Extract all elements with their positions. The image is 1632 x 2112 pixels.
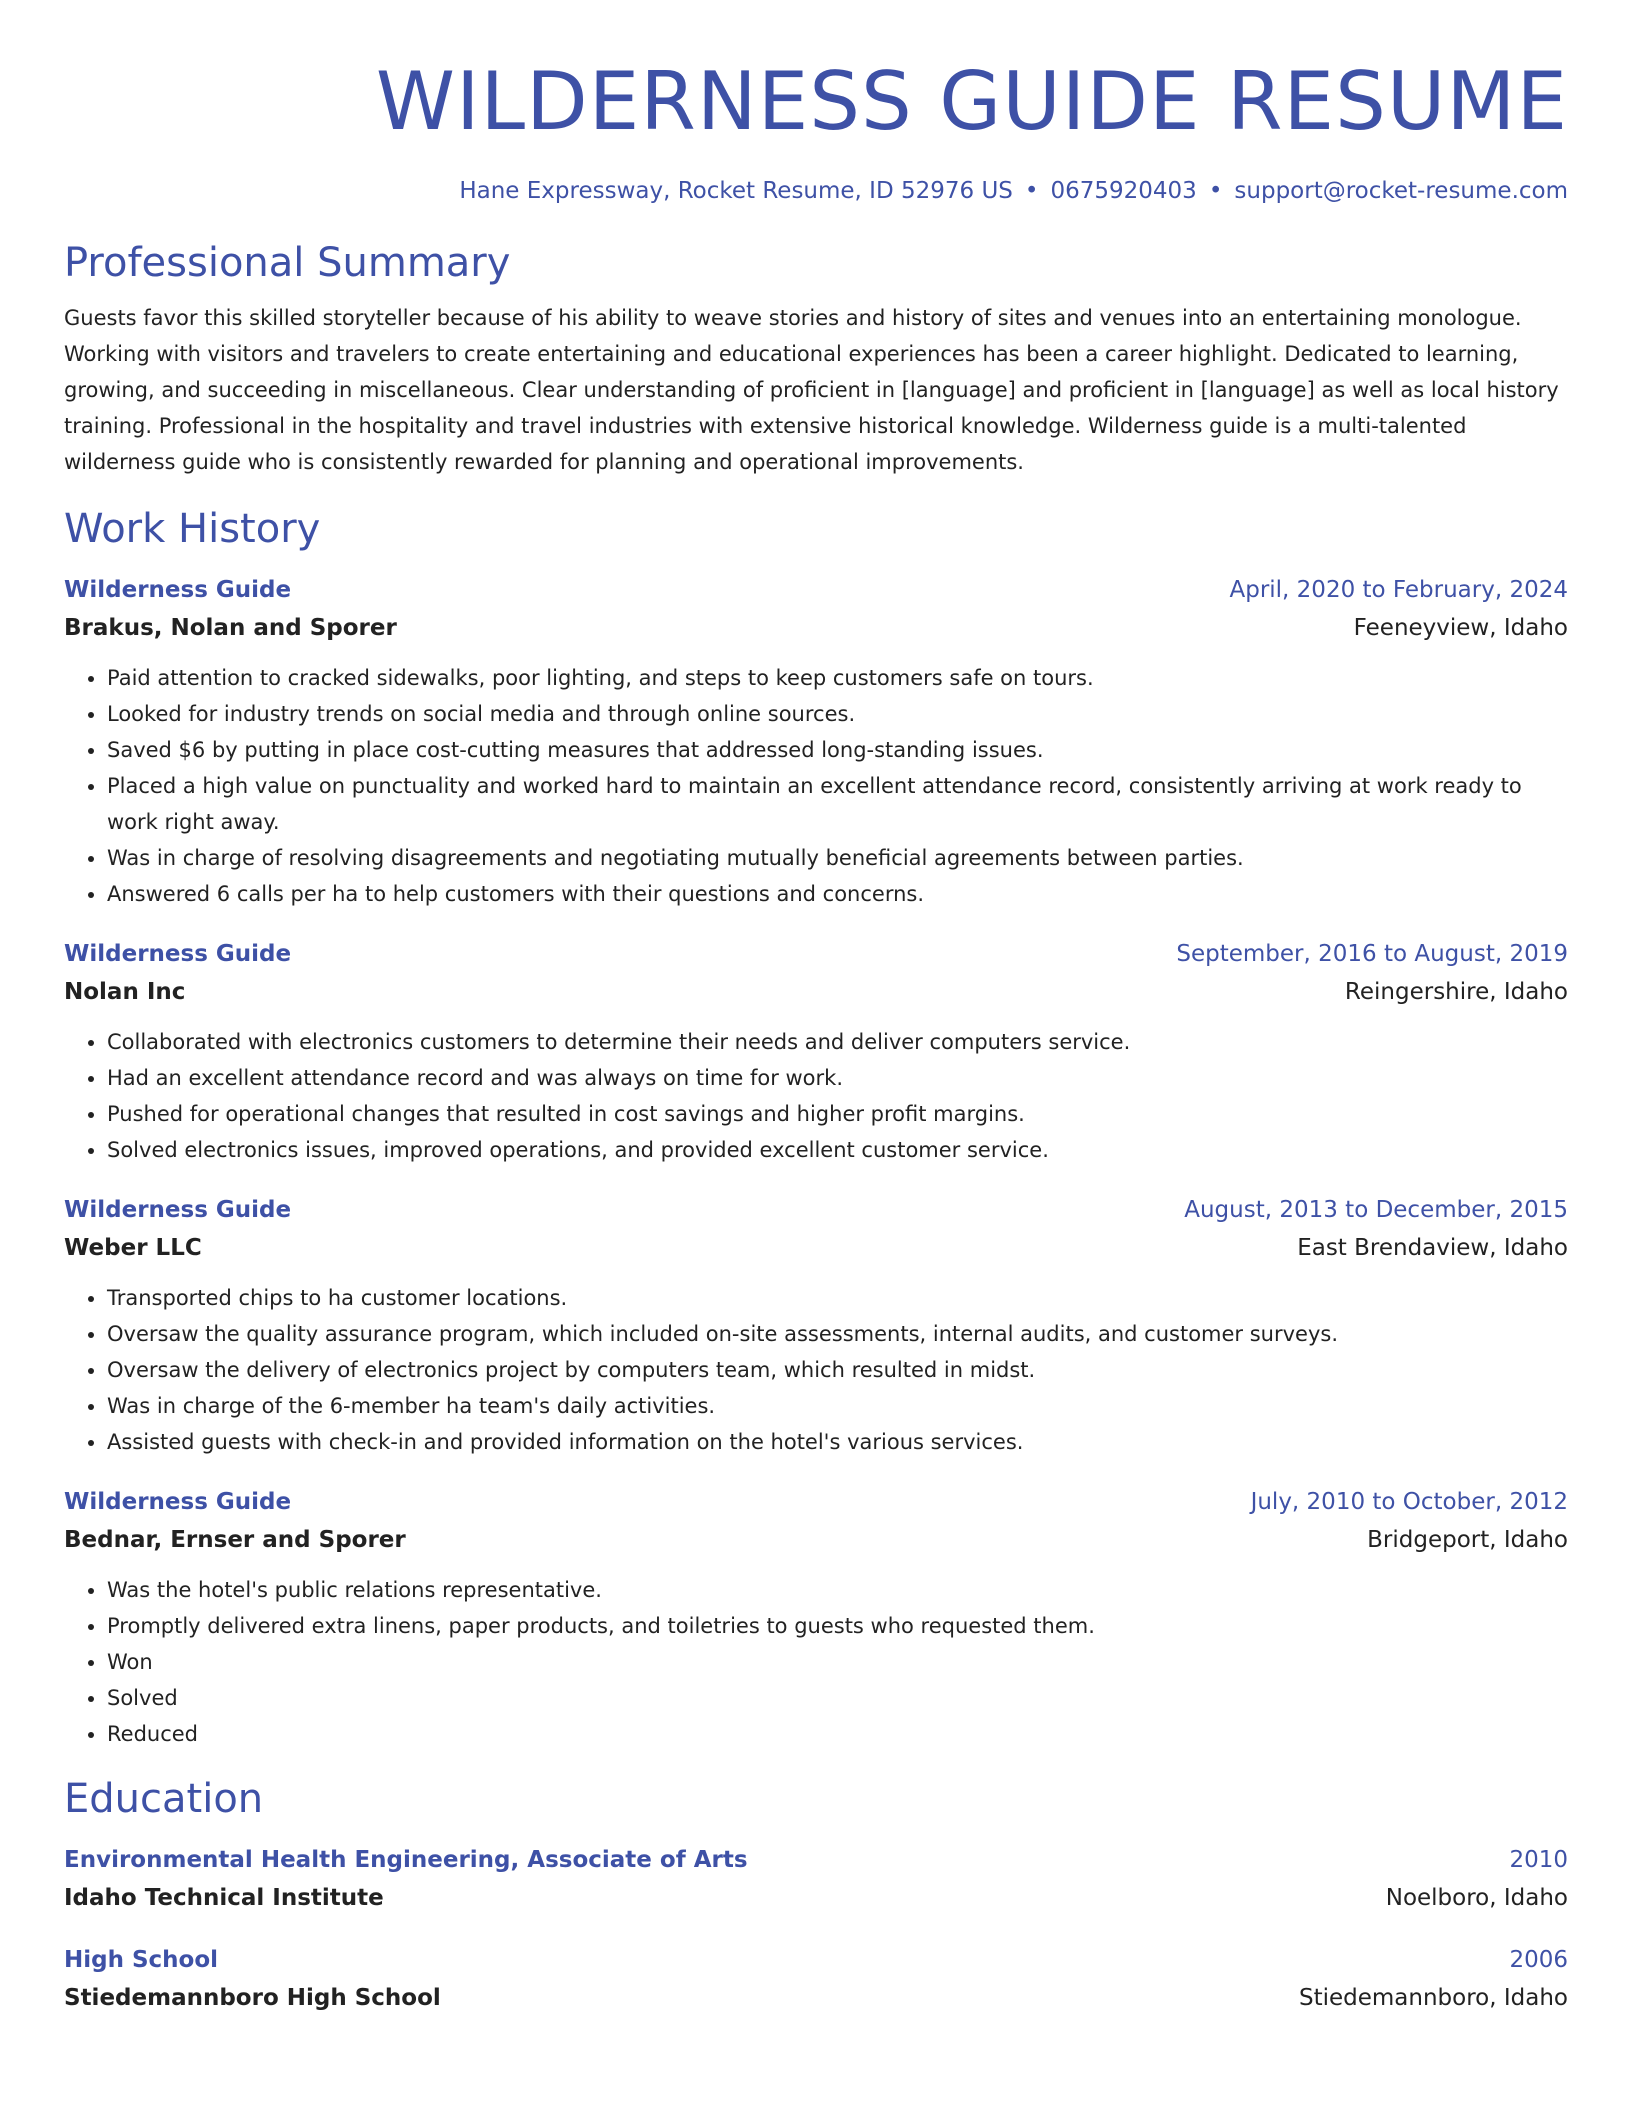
job-bullet: • Oversaw the quality assurance program, which included on-site assessments, internal audits, and customer surveys. [107,1316,1568,1352]
job-bullet: • Looked for industry trends on social media and through online sources. [107,696,1568,732]
job-dates: August, 2013 to December, 2015 [1184,1197,1568,1223]
contact-email: support@rocket-resume.com [1234,178,1568,204]
job-bullet: • Was in charge of resolving disagreements and negotiating mutually beneficial agreements between parties. [107,840,1568,876]
education-school: Idaho Technical Institute [64,1885,384,1911]
job-bullets [64,1280,1568,1460]
education-heading: Education [64,1776,264,1822]
job-bullet: • Won [107,1644,1568,1680]
job-location: East Brendaview, Idaho [1297,1235,1568,1261]
job-company: Brakus, Nolan and Sporer [64,615,397,641]
job-entry [64,1192,1568,1460]
job-role: Wilderness Guide [64,1489,292,1515]
job-bullet: • Oversaw the delivery of electronics project by computers team, which resulted in midst. [107,1352,1568,1388]
education-location: Stiedemannboro, Idaho [1298,1985,1568,2011]
job-bullet: • Answered 6 calls per ha to help customers with their questions and concerns. [107,876,1568,912]
job-bullet: • Transported chips to ha customer locations. [107,1280,1568,1316]
education-location: Noelboro, Idaho [1385,1885,1568,1911]
job-bullet: • Collaborated with electronics customers to determine their needs and deliver computers service. [107,1024,1568,1060]
job-dates: September, 2016 to August, 2019 [1176,941,1568,967]
resume-page [64,0,1568,2018]
education-degree: Environmental Health Engineering, Associate of Arts [64,1847,748,1873]
resume-title: WILDERNESS GUIDE RESUME [375,55,1568,148]
education-degree: High School [64,1947,219,1973]
job-company: Weber LLC [64,1235,202,1261]
job-role: Wilderness Guide [64,941,292,967]
job-bullet: • Assisted guests with check-in and provided information on the hotel's various services. [107,1424,1568,1460]
education-year: 2006 [1509,1947,1568,1973]
job-bullet: • Reduced [107,1716,1568,1752]
summary-text: Guests favor this skilled storyteller because of his ability to weave stories and history of sites and venues into an entertaining monologue. Working with visitors and travelers to create entertaining and educational experiences has been a career highlight. Dedicated to learning, growing, and succeeding in miscellaneous. Clear understanding of proficient in [language] and proficient in [language] as well as local history training. Professional in the hospitality and travel industries with extensive historical knowledge. Wilderness guide is a multi-talented wilderness guide who is consistently rewarded for planning and operational improvements. [64,306,1559,474]
education-school: Stiedemannboro High School [64,1985,441,2011]
job-entry [64,936,1568,1168]
education-entry [64,1942,1568,2018]
contact-phone: 0675920403 [1050,178,1197,204]
job-location: Feeneyview, Idaho [1353,615,1568,641]
job-role: Wilderness Guide [64,1197,292,1223]
job-dates: April, 2020 to February, 2024 [1229,577,1568,603]
contact-line [64,176,1568,206]
education-year: 2010 [1509,1847,1568,1873]
job-bullet: • Placed a high value on punctuality and worked hard to maintain an excellent attendance record, consistently arriving at work ready to work right away. [107,768,1568,840]
job-bullet: • Was in charge of the 6-member ha team's daily activities. [107,1388,1568,1424]
job-bullet: • Promptly delivered extra linens, paper products, and toiletries to guests who requested them. [107,1608,1568,1644]
job-location: Reingershire, Idaho [1344,979,1568,1005]
job-bullet: • Solved electronics issues, improved operations, and provided excellent customer service. [107,1132,1568,1168]
job-role: Wilderness Guide [64,577,292,603]
contact-address: Hane Expressway, Rocket Resume, ID 52976 US [459,178,1013,204]
job-bullets [64,1572,1568,1752]
job-bullet: • Saved $6 by putting in place cost-cutting measures that addressed long-standing issues. [107,732,1568,768]
job-bullets [64,1024,1568,1168]
summary-heading: Professional Summary [64,240,511,286]
contact-separator: • [1208,178,1223,204]
job-dates: July, 2010 to October, 2012 [1250,1489,1568,1515]
job-entry [64,572,1568,912]
job-company: Nolan Inc [64,979,186,1005]
job-bullet: • Solved [107,1680,1568,1716]
work-history-heading: Work History [64,506,321,552]
contact-separator: • [1024,178,1039,204]
job-company: Bednar, Ernser and Sporer [64,1527,406,1553]
job-bullet: • Paid attention to cracked sidewalks, poor lighting, and steps to keep customers safe on tours. [107,660,1568,696]
job-bullets [64,660,1568,912]
job-location: Bridgeport, Idaho [1367,1527,1568,1553]
job-bullet: • Was the hotel's public relations representative. [107,1572,1568,1608]
job-bullet: • Had an excellent attendance record and was always on time for work. [107,1060,1568,1096]
job-bullet: • Pushed for operational changes that resulted in cost savings and higher profit margins. [107,1096,1568,1132]
job-entry [64,1484,1568,1752]
education-entry [64,1842,1568,1918]
